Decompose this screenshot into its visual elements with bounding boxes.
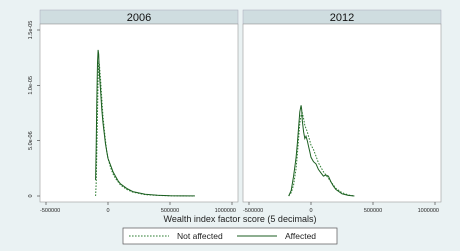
- y-tick-label-2: 1.0e-05: [28, 76, 34, 95]
- x-tick-label-0-1: 0: [106, 208, 110, 214]
- y-tick-label-3: 1.5e-05: [28, 20, 34, 40]
- x-tick-label-1-3: 1000000: [417, 208, 439, 214]
- plot-area-1: [243, 24, 441, 202]
- panel-title-0: 2006: [126, 12, 152, 24]
- x-tick-label-1-2: 500000: [363, 208, 383, 214]
- x-tick-label-0-0: -500000: [40, 208, 61, 214]
- legend-label-1: Affected: [285, 231, 317, 241]
- x-axis-label: Wealth index factor score (5 decimals): [163, 214, 317, 224]
- legend-label-0: Not affected: [177, 231, 223, 241]
- y-tick-label-0: 0: [28, 194, 34, 198]
- x-tick-label-1-0: -500000: [243, 208, 264, 214]
- plot-area-0: [40, 24, 238, 202]
- x-tick-label-0-3: 1000000: [214, 208, 236, 214]
- panel-title-1: 2012: [329, 12, 355, 24]
- y-tick-label-1: 5.0e-06: [28, 131, 34, 150]
- x-tick-label-0-2: 500000: [160, 208, 180, 214]
- x-tick-label-1-1: 0: [309, 208, 313, 214]
